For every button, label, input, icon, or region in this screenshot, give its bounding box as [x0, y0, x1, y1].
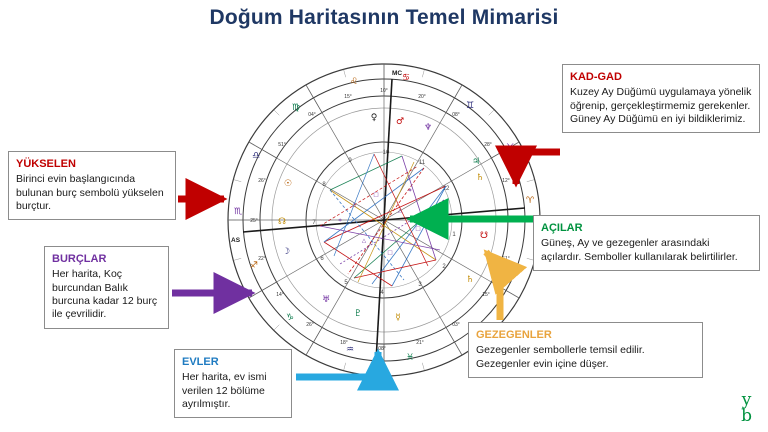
svg-text:AS: AS — [231, 237, 241, 244]
svg-text:♃: ♃ — [471, 157, 481, 167]
svg-text:♀: ♀ — [370, 113, 378, 123]
svg-text:□: □ — [373, 192, 379, 198]
svg-text:☿: ☿ — [395, 313, 401, 323]
svg-text:□: □ — [387, 250, 393, 256]
svg-text:22°: 22° — [258, 256, 266, 262]
callout-acilar-body: Güneş, Ay ve gezegenler arasındaki açılardır. Semboller kullanılarak belirtilirler. — [541, 237, 738, 263]
callout-evler-title: EVLER — [182, 356, 219, 368]
svg-text:26°: 26° — [258, 178, 266, 184]
callout-evler-body: Her harita, ev ismi verilen 12 bölüme ayrılmıştır. — [182, 371, 267, 410]
svg-text:10: 10 — [382, 150, 390, 156]
svg-text:♍: ♍ — [291, 103, 301, 113]
logo-letter-bottom: b — [741, 405, 752, 426]
svg-text:♌: ♌ — [349, 77, 359, 87]
svg-text:12: 12 — [442, 186, 450, 192]
callout-kadgad-title: KAD-GAD — [570, 71, 622, 83]
svg-text:☊: ☊ — [278, 217, 286, 227]
svg-text:08°: 08° — [378, 346, 386, 352]
svg-text:MC: MC — [392, 70, 403, 77]
svg-text:9: 9 — [348, 158, 352, 164]
svg-text:6: 6 — [320, 256, 324, 262]
svg-text:♇: ♇ — [353, 309, 363, 319]
svg-text:18°: 18° — [340, 340, 348, 346]
svg-text:☽: ☽ — [281, 247, 291, 257]
svg-text:□: □ — [415, 226, 421, 232]
callout-burclar-title: BURÇLAR — [52, 253, 107, 265]
svg-text:21°: 21° — [416, 340, 424, 346]
svg-text:♄: ♄ — [475, 173, 485, 183]
svg-text:04°: 04° — [308, 112, 316, 118]
svg-text:25°: 25° — [510, 218, 518, 224]
callout-burclar-body: Her harita, Koç burcundan Balık burcuna kadar 12 burç ile çevrilidir. — [52, 268, 158, 321]
svg-text:15°: 15° — [482, 292, 490, 298]
svg-text:12°: 12° — [502, 178, 510, 184]
svg-text:11: 11 — [418, 160, 426, 166]
svg-text:♎: ♎ — [251, 151, 261, 161]
callout-acilar-title: AÇILAR — [541, 222, 583, 234]
svg-text:♓: ♓ — [405, 353, 415, 363]
svg-text:4: 4 — [380, 290, 384, 296]
svg-text:20°: 20° — [418, 94, 426, 100]
svg-text:2: 2 — [442, 264, 446, 270]
callout-gezegenler-title: GEZEGENLER — [476, 329, 552, 341]
svg-text:△: △ — [397, 208, 403, 214]
callout-gezegenler — [468, 322, 703, 378]
svg-text:♆: ♆ — [423, 123, 433, 133]
svg-text:08°: 08° — [452, 112, 460, 118]
svg-text:28°: 28° — [484, 142, 492, 148]
callout-evler — [174, 349, 292, 418]
svg-text:25°: 25° — [250, 218, 258, 224]
callout-kadgad-body: Kuzey Ay Düğümü uygulamaya yönelik öğrenip, gerçekleştirmemiz gerekenler. Güney Ay Düğümü en iyi bildiklerimiz. — [570, 86, 752, 125]
svg-text:☉: ☉ — [283, 179, 293, 189]
callout-yukselen — [8, 151, 176, 220]
svg-text:03°: 03° — [452, 322, 460, 328]
svg-text:51°: 51° — [502, 256, 510, 262]
brand-logo — [741, 389, 752, 426]
svg-text:♒: ♒ — [345, 345, 355, 355]
svg-text:15°: 15° — [344, 94, 352, 100]
svg-text:△: △ — [351, 202, 357, 208]
callout-gezegenler-body: Gezegenler sembollerle temsil edilir. Gezegenler evin içine düşer. — [476, 344, 645, 370]
callout-acilar — [533, 215, 760, 271]
svg-text:14°: 14° — [276, 292, 284, 298]
svg-text:3: 3 — [418, 282, 422, 288]
callout-burclar — [44, 246, 169, 329]
page-title: Doğum Haritasının Temel Mimarisi — [209, 6, 559, 29]
svg-text:♂: ♂ — [395, 117, 405, 127]
svg-text:♐: ♐ — [249, 261, 259, 271]
svg-text:26°: 26° — [306, 322, 314, 328]
svg-text:♅: ♅ — [321, 295, 331, 305]
callout-yukselen-title: YÜKSELEN — [16, 158, 76, 170]
svg-text:5: 5 — [344, 280, 348, 286]
svg-text:♊: ♊ — [465, 101, 475, 111]
svg-text:8: 8 — [322, 182, 326, 188]
svg-text:1: 1 — [452, 232, 456, 238]
logo-letter-top: y — [741, 389, 752, 410]
callout-yukselen-body: Birinci evin başlangıcında bulunan burç sembolü yükselen burçtur. — [16, 173, 164, 212]
svg-text:♑: ♑ — [285, 313, 295, 323]
svg-text:✶: ✶ — [337, 218, 343, 224]
svg-text:✶: ✶ — [407, 188, 413, 194]
svg-text:51°: 51° — [278, 142, 286, 148]
svg-text:♋: ♋ — [401, 73, 411, 83]
callout-kadgad — [562, 64, 760, 133]
svg-text:△: △ — [361, 238, 367, 244]
svg-text:♄: ♄ — [465, 275, 475, 285]
svg-text:10°: 10° — [380, 88, 388, 94]
svg-text:☋: ☋ — [480, 231, 488, 241]
svg-text:♈: ♈ — [525, 196, 535, 206]
svg-text:7: 7 — [312, 220, 316, 226]
svg-text:♉: ♉ — [505, 143, 515, 153]
svg-text:♏: ♏ — [233, 207, 243, 217]
